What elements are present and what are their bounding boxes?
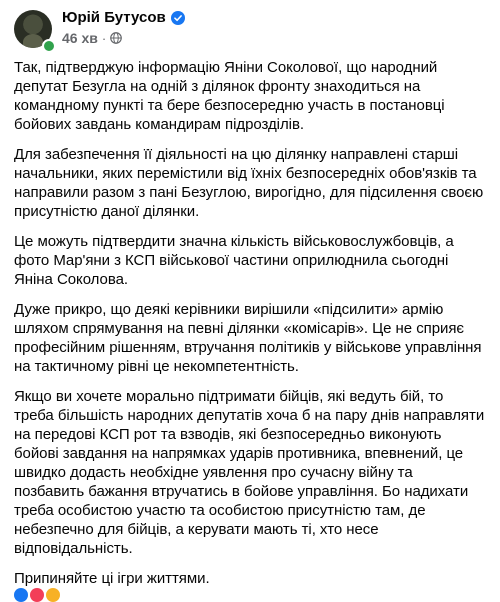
post-header (0, 0, 500, 56)
post-paragraph: Для забезпечення її діяльності на цю ділянку направлені старші начальники, яких перемістили від їхніх безпосередніх обов'язків та направили разом з пані Безуглою, вирогідно, для підсилення своєю присутністю даної ділянки. (14, 146, 484, 220)
author-name[interactable]: Юрій Бутусов (62, 9, 166, 26)
care-reaction-icon (46, 588, 60, 602)
online-status-indicator (42, 39, 56, 53)
post-meta (62, 30, 122, 46)
post-paragraph: Так, підтверджую інформацію Яніни Соколової, що народний депутат Безугла на одній з ділянок фронту знаходиться на командному пункті та бере безпосередню участь в постановці бойових завдань командирам підрозділів. (14, 59, 445, 133)
post-paragraph: Припиняйте ці ігри життями. (14, 570, 210, 587)
love-reaction-icon (30, 588, 44, 602)
meta-separator: · (101, 30, 107, 46)
post-timestamp[interactable]: 46 хв (62, 30, 98, 46)
post-body (14, 58, 486, 599)
post-paragraph: Це можуть підтвердити значна кількість військовослужбовців, а фото Мар'яни з КСП військової частини оприлюднила сьогодні Яніна Соколова. (14, 233, 454, 288)
verified-badge-icon (171, 11, 185, 25)
post-paragraph: Якщо ви хочете морально підтримати бійців, які ведуть бій, то треба більшість народних депутатів хоча б на пару днів направляти на передові КСП рот та взводів, які безпосередньо виконують бойові завдання на напрямках ударів противника, впевнений, це швидко додасть необхідне уявлення про сучасну війну та позбавить бажання втручатись в бойове управління. Бо надихати треба особистою участю та особистою присутністю там, де небезпечно для бійців, а керувати мають ті, хто несе відповідальність. (14, 388, 485, 557)
post-paragraph: Дуже прикро, що деякі керівники вирішили «підсилити» армію шляхом спрямування на певні ділянки «комісарів». Це не сприяє професійним рішенням, втручання політиків у військове управління на тактичному рівні це некомпетентність. (14, 301, 482, 375)
reaction-summary[interactable] (14, 588, 60, 602)
author-name-row (62, 9, 185, 26)
like-reaction-icon (14, 588, 28, 602)
globe-icon[interactable] (110, 32, 122, 44)
